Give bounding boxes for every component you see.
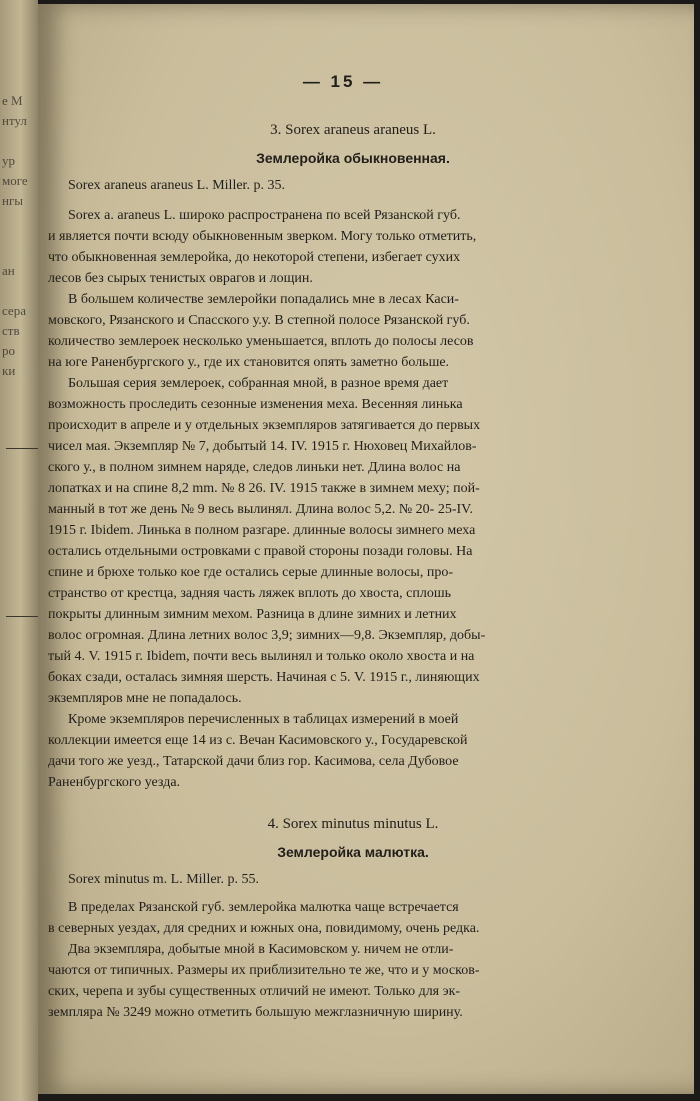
text-line: мовского, Рязанского и Спасского у.у. В степной полосе Рязанской губ. <box>48 313 470 328</box>
text-line: ских, черепа и зубы существенных отличий не имеют. Только для эк- <box>48 984 461 999</box>
section-4-subheading: Землеройка малютка. <box>277 844 429 860</box>
section-3-heading: 3. Sorex araneus araneus L. <box>270 122 436 138</box>
left-fragment: нгы <box>2 193 24 208</box>
text-line: боках сзади, осталась зимняя шерсть. Начиная с 5. V. 1915 г., линяющих <box>48 670 480 685</box>
text-line: происходит в апреле и у отдельных экземпляров затягивается до первых <box>48 418 481 433</box>
text-line: тый 4. V. 1915 г. Ibidem, почти весь вылинял и только около хвоста и на <box>48 649 475 664</box>
text-line: количество землероек несколько уменьшается, вплоть до полосы лесов <box>48 334 474 349</box>
left-fragment: ур <box>2 153 15 168</box>
text-line: Кроме экземпляров перечисленных в таблицах измерений в моей <box>68 712 459 727</box>
text-line: В большем количестве землеройки попадались мне в лесах Каси- <box>68 292 459 307</box>
table-rule <box>6 448 38 449</box>
text-line: экземпляров мне не попадалось. <box>48 691 242 706</box>
text-line: спине и брюхе только кое где остались серые длинные волосы, про- <box>48 565 453 580</box>
left-fragment: сера <box>2 303 26 318</box>
left-fragment: ств <box>2 323 20 338</box>
text-line: Sorex a. araneus L. широко распространена по всей Рязанской губ. <box>68 208 461 223</box>
left-fragment: моге <box>2 173 28 188</box>
text-line: в северных уездах, для средних и южных она, повидимому, очень редка. <box>48 921 480 936</box>
text-line: на юге Раненбургского у., где их становится опять заметно больше. <box>48 355 450 370</box>
text-line: чаются от типичных. Размеры их приблизительно те же, что и у москов- <box>48 963 480 978</box>
text-line: лопатках и на спине 8,2 mm. № 8 26. IV. 1915 также в зимнем меху; пой- <box>48 481 480 496</box>
table-rule <box>6 616 38 617</box>
text-line: Большая серия землероек, собранная мной, в разное время дает <box>68 376 449 391</box>
text-line: В пределах Рязанской губ. землеройка малютка чаще встречается <box>68 900 459 915</box>
text-line: Два экземпляра, добытые мной в Касимовском у. ничем не отли- <box>68 942 454 957</box>
adjacent-page-edge <box>0 0 38 1101</box>
left-fragment: ан <box>2 263 15 278</box>
text-line: покрыты длинным зимним мехом. Разница в длине зимних и летних <box>48 607 457 622</box>
left-fragment: ки <box>2 363 16 378</box>
text-line: волос огромная. Длина летних волос 3,9; зимних—9,8. Экземпляр, добы- <box>48 628 486 643</box>
text-line: и является почти всюду обыкновенным зверком. Могу только отметить, <box>48 229 477 244</box>
text-line: возможность проследить сезонные изменения меха. Весенняя линька <box>48 397 463 412</box>
section-3-subheading: Землеройка обыкновенная. <box>256 150 450 166</box>
text-line: дачи того же уезд., Татарской дачи близ гор. Касимова, села Дубовое <box>48 754 459 769</box>
text-line: остались отдельными островками с правой стороны позади головы. На <box>48 544 473 559</box>
left-fragment: e M <box>2 93 23 108</box>
text-line: Раненбургского уезда. <box>48 775 181 790</box>
text-line: манный в тот же день № 9 весь вылинял. Длина волос 5,2. № 20- 25-IV. <box>48 502 473 517</box>
text-line: коллекции имеется еще 14 из с. Вечан Касимовского у., Государевской <box>48 733 468 748</box>
section-3-citation: Sorex araneus araneus L. Miller. p. 35. <box>68 178 285 193</box>
text-line: ского у., в полном зимнем наряде, следов линьки нет. Длина волос на <box>48 460 461 475</box>
text-line: чисел мая. Экземпляр № 7, добытый 14. IV. 1915 г. Нюховец Михайлов- <box>48 439 477 454</box>
section-4-citation: Sorex minutus m. L. Miller. p. 55. <box>68 872 259 887</box>
text-line: земпляра № 3249 можно отметить большую межглазничную ширину. <box>48 1005 463 1020</box>
text-line: странство от крестца, задняя часть ляжек вплоть до хвоста, сплошь <box>48 586 451 601</box>
text-line: 1915 г. Ibidem. Линька в полном разгаре. длинные волосы зимнего меха <box>48 523 476 538</box>
page-number: — 15 — <box>302 72 384 91</box>
section-4-heading: 4. Sorex minutus minutus L. <box>267 816 439 832</box>
left-fragment: ро <box>2 343 15 358</box>
book-page <box>38 4 694 1094</box>
text-line: что обыкновенная землеройка, до некоторой степени, избегает сухих <box>48 250 461 265</box>
left-fragment: нтул <box>2 113 27 128</box>
text-line: лесов без сырых тенистых оврагов и лощин. <box>48 271 313 286</box>
